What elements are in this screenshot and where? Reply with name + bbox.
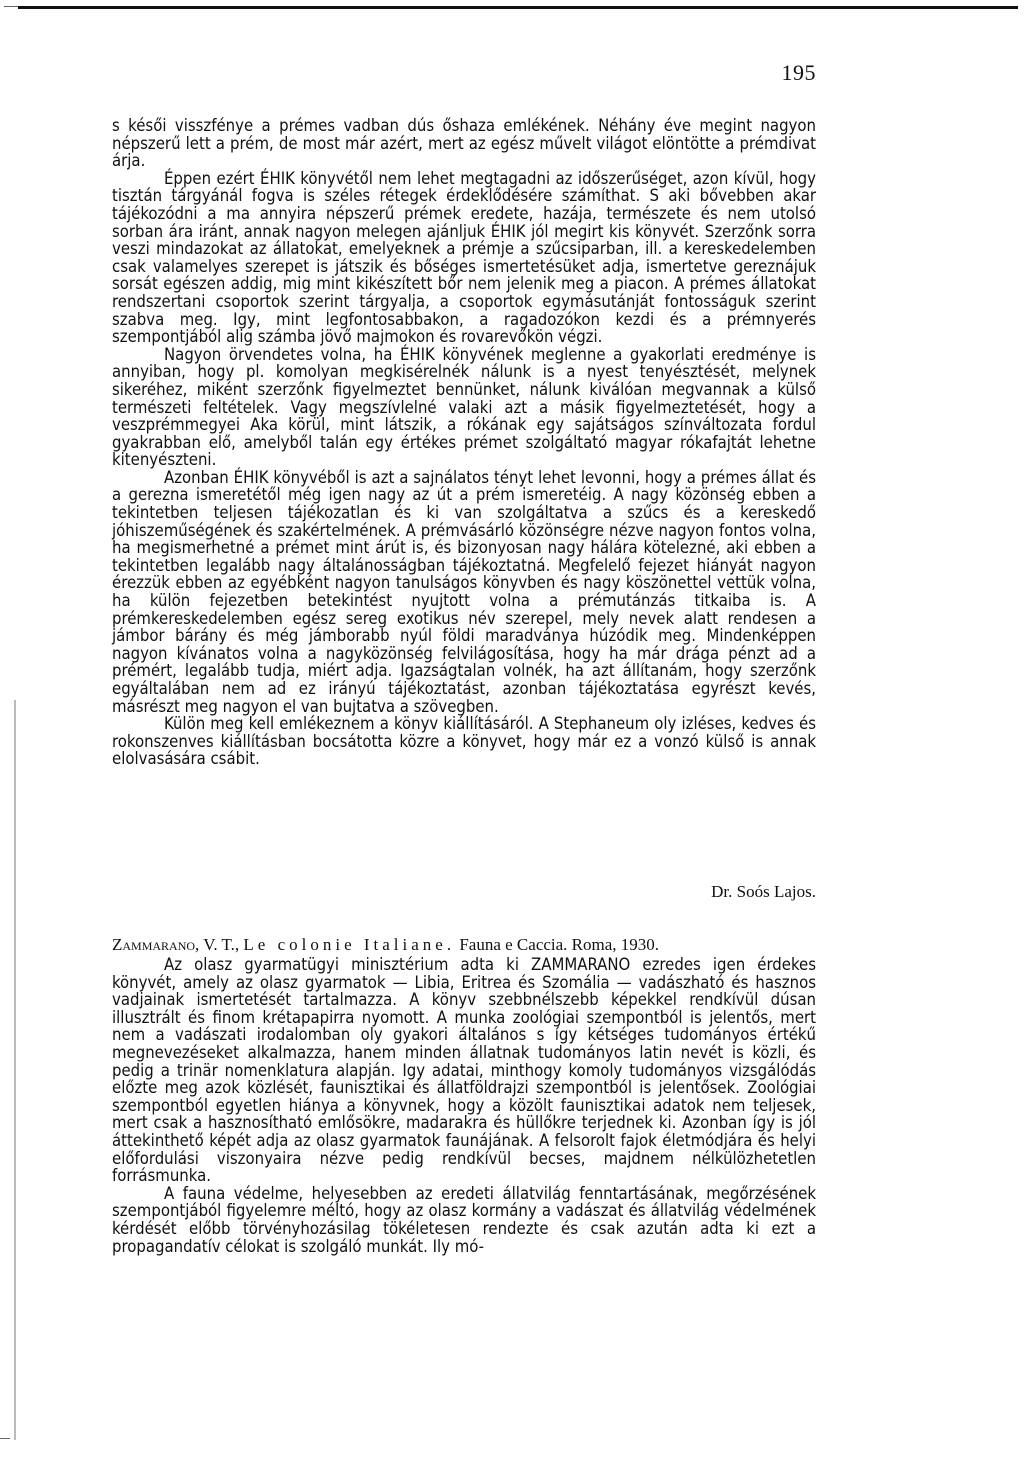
review-paragraph: Külön meg kell emlékeznem a könyv kiállításáról. A Stephaneum oly izléses, kedves és rokonszenves kiállításban bocsátotta közre a könyvet, hogy már ez a vonzó külső is annak elolvasására csábit.: [112, 714, 816, 769]
review-zammarano-body: [112, 956, 816, 1255]
citation-title: Le colonie Italiane.: [243, 935, 456, 954]
bottom-left-tick: [0, 1438, 10, 1439]
reviewer-signature: Dr. Soós Lajos.: [711, 882, 816, 901]
book-citation: [112, 935, 816, 955]
page-number: 195: [781, 60, 816, 85]
top-border-rule: [18, 6, 1018, 9]
review-paragraph: A fauna védelme, helyesebben az eredeti állatvilág fenntartásának, megőrzésének szempontjából figyelemre méltó, hogy az olasz kormány a vadászat és állatvilág védelmének kérdését előbb törvényhozásilag tökéletesen rendezte és csak azután adta ki ezt a propagandatív célokat is szolgáló munkát. Ily mó-: [112, 1183, 816, 1256]
citation-publication: Fauna e Caccia. Roma, 1930.: [455, 935, 660, 954]
review-paragraph: Nagyon örvendetes volna, ha ÉHIK könyvének meglenne a gyakorlati eredménye is annyiban, hogy pl. komolyan megkisérelnék nálunk is a nyest tenyésztését, melynek sikeréhez, miként szerzőnk figyelmeztet bennünket, nálunk kiválóan megvannak a külső természeti feltételek. Vagy megszívlelné valaki azt a másik figyelmeztetését, hogy a veszprémmegyei Aka körül, mint látszik, a rókának egy sajátságos színváltozata fordul gyakrabban elő, amelyből talán egy értékes prémet szolgáltató magyar rókafajtát lehetne kitenyészteni.: [112, 344, 816, 470]
review-paragraph: s késői visszfénye a prémes vadban dús őshaza emlékének. Néhány éve megint nagyon népszerű lett a prém, de most már azért, mert az egész művelt világot elöntötte a prémdivat árja.: [112, 116, 816, 171]
citation-author: Zammarano, V. T.,: [112, 935, 244, 954]
review-paragraph: Az olasz gyarmatügyi minisztérium adta ki ZAMMARANO ezredes igen érdekes könyvét, amely az olasz gyarmatok — Libia, Eritrea és Szomália — vadászható és hasznos vadjainak ismertetését tartalmazza. A könyv szebbnélszebb képekkel rendkívül dúsan illusztrált és finom krétapapirra nyomott. A munka zoológiai szempontból is jelentős, mert nem a vadászati irodalomban oly gyakori általános s így kétséges tudományos értékű megnevezéseket alkalmazza, hanem minden állatnak tudományos latin nevét is közli, és pedig a trinär nomenklatura alapján. Igy adatai, minthogy komoly tudományos vizsgálódás előzte meg azok közlését, faunisztikai és állatföldrajzi szempontból is jelentősek. Zoológiai szempontból egyetlen hiánya a könyvnek, hogy a közölt faunisztikai adatok nem teljesek, mert csak a hasznosítható emlősökre, madarakra és hüllőkre terjednek ki. Azonban így is jól áttekinthető képét adja az olasz gyarmatok faunájának. A felsorolt fajok életmódjára és helyi előfordulási viszonyaira nézve pedig rendkívül becses, majdnem nélkülözhetetlen forrásmunka.: [112, 955, 816, 1186]
left-margin-rule: [14, 700, 16, 1440]
review-ehik-body: [112, 117, 816, 768]
top-left-tick: [4, 6, 18, 7]
review-paragraph: Éppen ezért ÉHIK könyvétől nem lehet megtagadni az időszerűséget, azon kívül, hogy tisztán tárgyánál fogva is széles rétegek érdeklődésére számíthat. S aki bővebben akar tájékozódni a ma annyira népszerű prémek eredete, hazája, természete és nem utolsó sorban ára iránt, annak nagyon melegen ajánljuk ÉHIK jól megirt kis könyvét. Szerzőnk sorra veszi mindazokat az állatokat, emelyeknek a prémje a szűcsiparban, ill. a kereskedelemben csak valamelyes szerepet is játszik és bőséges ismertetésüket adja, ismertetve gereznájuk sorsát egészen addig, mig mint kikészített bőr nem jelenik meg a piacon. A prémes állatokat rendszertani csoportok szerint tárgyalja, a csoportok egymásutánját fontosságuk szerint szabva meg. Igy, mint legfontosabbakon, a ragadozókon kezdi és a prémnyerés szempontjából alig számba jövő majmokon és rovarevőkön végzi.: [112, 168, 816, 347]
review-paragraph: Azonban ÉHIK könyvéből is azt a sajnálatos tényt lehet levonni, hogy a prémes állat és a gerezna ismeretétől még igen nagy az út a prém ismeretéig. A nagy közönség ebben a tekintetben teljesen tájékozatlan és ki van szolgáltatva a szűcs és a kereskedő jóhiszeműségének és szakértelmének. A prémvásárló közönségre nézve nagyon fontos volna, ha megismerhetné a prémet mint árút is, és bizonyosan nagy hálára kötelezné, aki ebben a tekintetben legalább nagy általánosságban tájékoztatná. Megfelelő fejezet hiányát nagyon érezzük ebben az egyébként nagyon tanulságos könyvben és nagy köszönettel vettük volna, ha külön fejezetben betekintést nyujtott volna a prémutánzás titkaiba is. A prémkereskedelemben egész sereg exotikus név szerepel, mely nevek alatt rendesen a jámbor bárány és még jámborabb nyúl földi maradványa húzódik meg. Mindenképpen nagyon kívánatos volna a nagyközönség felvilágosítása, hogy ha már drága pénzt ad a prémért, legalább tudja, miért adja. Igazságtalan volnék, ha azt állítanám, hogy szerzőnk egyáltalában nem ad ez irányú tájékoztatást, azonban tájékoztatása egyrészt kevés, másrészt meg nagyon el van bujtatva a szövegben.: [112, 467, 816, 716]
